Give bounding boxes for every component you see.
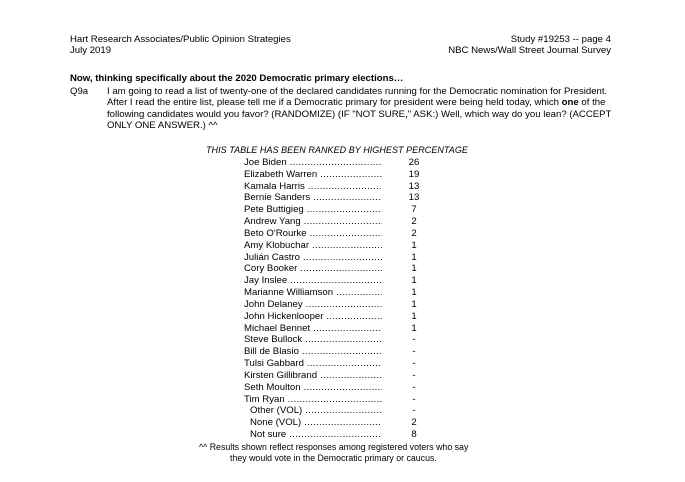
table-row — [244, 181, 444, 193]
candidate-name: Pete Buttigieg ..... — [244, 204, 382, 216]
candidate-name: Not sure ..... — [250, 429, 382, 441]
candidate-name: Joe Biden ..... — [244, 157, 382, 169]
table-row — [244, 263, 444, 275]
table-row — [244, 157, 444, 169]
footnote-line-1: ^^ Results shown reflect responses among registered voters who say — [199, 442, 469, 452]
candidate-name: Amy Klobuchar ..... — [244, 240, 382, 252]
candidate-name: Tulsi Gabbard ..... — [244, 358, 382, 370]
table-row — [244, 228, 444, 240]
candidate-percentage: 1 — [411, 239, 417, 251]
table-row — [244, 394, 444, 406]
candidate-name: John Hickenlooper ..... — [244, 311, 382, 323]
survey-sponsor: NBC News/Wall Street Journal Survey — [448, 45, 611, 56]
candidate-name: Beto O'Rourke ..... — [244, 228, 382, 240]
candidate-percentage: - — [412, 346, 416, 358]
candidate-percentage: 26 — [408, 157, 420, 168]
table-row — [244, 382, 444, 394]
footnote-line-2: they would vote in the Democratic primary or caucus. — [230, 452, 437, 463]
candidate-name: None (VOL) ..... — [250, 417, 382, 429]
candidate-name: Jay Inslee ..... — [244, 275, 382, 287]
table-row — [244, 252, 444, 264]
table-row — [244, 216, 444, 228]
question-text — [107, 86, 622, 132]
candidate-percentage: 13 — [408, 192, 420, 204]
table-row — [244, 405, 444, 417]
results-table — [244, 157, 444, 441]
candidate-percentage: 1 — [411, 251, 417, 263]
table-row — [244, 358, 444, 370]
candidate-name: Elizabeth Warren ..... — [244, 169, 382, 181]
candidate-percentage: - — [412, 369, 416, 381]
candidate-percentage: 1 — [411, 275, 417, 287]
candidate-percentage: 1 — [411, 310, 417, 322]
candidate-name: John Delaney ..... — [244, 299, 382, 311]
candidate-percentage: 19 — [408, 168, 420, 180]
candidate-name: Seth Moulton ..... — [244, 382, 382, 394]
table-row — [244, 417, 444, 429]
candidate-name: Marianne Williamson ..... — [244, 287, 382, 299]
candidate-percentage: 8 — [411, 429, 417, 441]
candidate-name: Michael Bennet ..... — [244, 323, 382, 335]
table-row — [244, 334, 444, 346]
candidate-percentage: - — [412, 334, 416, 346]
question-text-part-2: of the following candidates would you favor? (RANDOMIZE) (IF "NOT SURE," ASK:) Well, which way do you lean? (ACCEPT ONLY ONE ANSWER.) ^^ — [107, 97, 612, 132]
table-row — [244, 169, 444, 181]
table-row — [244, 346, 444, 358]
candidate-percentage: 1 — [411, 322, 417, 334]
table-row — [244, 204, 444, 216]
footnote — [199, 442, 479, 463]
study-page-label: Study #19253 -- page 4 — [510, 34, 611, 45]
candidate-percentage: 2 — [411, 417, 417, 429]
table-row — [244, 240, 444, 252]
candidate-name: Bernie Sanders ..... — [244, 192, 382, 204]
table-row — [244, 370, 444, 382]
candidate-percentage: 2 — [411, 216, 417, 228]
table-row — [244, 311, 444, 323]
candidate-name: Other (VOL) ..... — [250, 405, 382, 417]
table-row — [244, 287, 444, 299]
candidate-percentage: - — [412, 393, 416, 405]
candidate-percentage: - — [412, 381, 416, 393]
table-row — [244, 192, 444, 204]
candidate-name: Kirsten Gillibrand ..... — [244, 370, 382, 382]
candidate-name: Tim Ryan ..... — [244, 394, 382, 406]
candidate-percentage: - — [412, 358, 416, 370]
candidate-name: Julián Castro ..... — [244, 252, 382, 264]
candidate-percentage: 1 — [411, 298, 417, 310]
table-row — [244, 429, 444, 441]
candidate-percentage: 13 — [408, 180, 420, 192]
header-left — [70, 34, 291, 56]
pollster-name: Hart Research Associates/Public Opinion Strategies — [70, 34, 291, 45]
table-row — [244, 275, 444, 287]
candidate-percentage: - — [412, 405, 416, 417]
table-row — [244, 323, 444, 335]
candidate-percentage: 1 — [411, 287, 417, 299]
question-text-part-1: I am going to read a list of twenty-one of the declared candidates running for the Democratic nomination for President. After I read the entire list, please tell me if a Democratic primary for president were being held today, which — [107, 86, 608, 109]
candidate-percentage: 7 — [411, 204, 417, 216]
candidate-name: Andrew Yang ..... — [244, 216, 382, 228]
header-right — [448, 34, 611, 56]
question-id: Q9a — [70, 86, 89, 97]
candidate-percentage: 2 — [411, 227, 417, 239]
section-heading: Now, thinking specifically about the 2020 Democratic primary elections… — [70, 73, 404, 84]
candidate-name: Steve Bullock ..... — [244, 334, 382, 346]
candidate-name: Bill de Blasio ..... — [244, 346, 382, 358]
survey-date: July 2019 — [70, 45, 112, 56]
table-row — [244, 299, 444, 311]
ranked-note: THIS TABLE HAS BEEN RANKED BY HIGHEST PERCENTAGE — [206, 145, 468, 155]
candidate-name: Cory Booker ..... — [244, 263, 382, 275]
candidate-percentage: 1 — [411, 263, 417, 275]
question-bold-word: one — [561, 97, 579, 109]
candidate-name: Kamala Harris ..... — [244, 181, 382, 193]
